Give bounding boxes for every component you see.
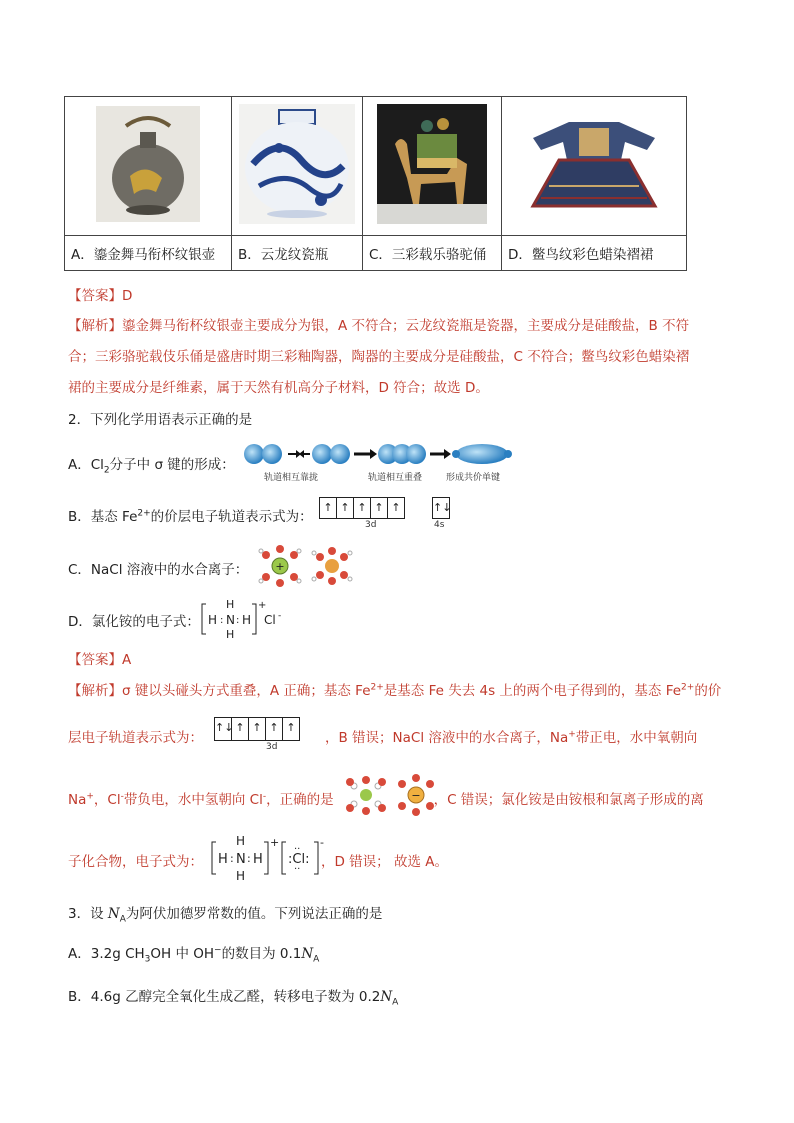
q2-option-a-suffix: 分子中 σ 键的形成： [109,457,235,473]
q1-analysis-text-1: 鎏金舞马衔杯纹银壶主要成分为银，A 不符合；云龙纹瓷瓶是瓷器，主要成分是硅酸盐，B 不符 [122,318,690,334]
q3-option-b-text: B．4.6g 乙醇完全氧化生成乙醛，转移电子数为 0.2 [68,989,381,1005]
q2-answer [68,648,131,668]
orbital-3d-label: 3d [365,520,377,530]
orbital-4s-label: 4s [434,520,445,530]
q3-option-b-na: N [380,989,393,1005]
q1-analysis-line-2: 合；三彩骆驼载伎乐俑是盛唐时期三彩釉陶器，陶器的主要成分是硅酸盐，C 不符合；鳖鸟纹彩色蜡染褶 [68,349,690,365]
svg-text::: : [247,852,251,865]
q3-option-a-na: N [301,946,314,962]
ammonium-chloride-wrong-formula [200,596,290,640]
caption-a: A．鎏金舞马衔杯纹银壶 [65,236,232,271]
q2-option-d: D．氯化铵的电子式： [68,614,200,630]
svg-text:H: H [236,834,246,848]
q2-option-b [68,505,313,525]
svg-text::: : [236,615,240,626]
q2-a3c: 带负电，水中氢朝向 Cl [123,792,263,808]
q3-option-b [68,985,398,1008]
q2-analysis-line-2 [68,726,697,746]
svg-text:H: H [226,598,235,611]
q1-analysis-line-3: 裙的主要成分是纤维素，属于天然有机高分子材料，D 符合；故选 D。 [68,380,489,396]
svg-text:−: − [411,789,421,802]
q2-a2-sup: + [568,729,576,740]
q3-option-a-sub: 3 [144,954,151,965]
q2-option-a-prefix: A．Cl [68,457,104,473]
q2-option-a [68,453,235,476]
svg-text:-: - [320,836,324,849]
q3-stem-prefix: 3．设 [68,906,108,922]
q1-analysis-tag: 【解析】 [68,318,122,334]
q2-a4: 子化合物，电子式为： [68,854,203,870]
q2-a3-sup3: - [262,791,267,802]
q1-analysis-line-1 [68,314,689,334]
camel-figurine-image [377,104,487,224]
image-cell-batik-skirt [502,97,687,236]
q1-answer-tag: 【答案】 [68,288,122,304]
q2-a1-sup2: 2+ [681,682,695,693]
caption-d: D．鳖鸟纹彩色蜡染褶裙 [502,236,687,271]
q3-option-a-mid: OH 中 OH [150,946,215,962]
sigma-label-2: 轨道相互重叠 [368,473,423,483]
ammonium-chloride-correct-formula [210,832,330,882]
q2-option-b-prefix: B．基态 Fe [68,509,138,525]
svg-text:H: H [242,613,252,627]
q2-a1b: 是基态 Fe 失去 4s 上的两个电子得到的，基态 Fe [383,683,682,699]
q3-stem-rest: 为阿伏加德罗常数的值。下列说法正确的是 [125,906,383,922]
q2-option-b-sup: 2+ [137,508,151,519]
svg-text:H: H [253,852,263,867]
svg-text:N: N [236,852,246,867]
image-cell-silver-pot [65,97,232,236]
q2-a3-sup2: - [120,791,124,802]
svg-text:H: H [208,613,218,627]
svg-text::Cl:: :Cl: [288,852,310,867]
q2-stem: 2．下列化学用语表示正确的是 [68,412,253,428]
orbital-3d-box-analysis: ↑↓ ↑ ↑ ↑ ↑ [214,717,300,741]
svg-text:H: H [236,869,246,882]
q2-a3d: ，正确的是 [266,792,334,808]
svg-text::: : [220,615,224,626]
q3-option-a [68,942,319,965]
svg-text:H: H [226,628,235,640]
q2-a2c: 带正电，水中氧朝向 [575,730,698,746]
svg-text:N: N [226,613,235,627]
sigma-label-1: 轨道相互靠拢 [264,473,319,483]
svg-text:+: + [275,560,285,573]
batik-skirt-image [529,116,659,212]
svg-text:H: H [218,852,228,867]
q3-option-a-rest: 的数目为 0.1 [221,946,302,962]
orbital-3d-box-b: ↑ ↑ ↑ ↑ ↑ [319,497,405,519]
q2-a1: σ 键以头碰头方式重叠，A 正确；基态 Fe [122,683,371,699]
hydrated-ion-diagram-c [258,545,358,587]
q2-a3-sup: + [86,791,94,802]
image-cell-porcelain-vase [232,97,363,236]
q2-analysis-tag: 【解析】 [68,683,122,699]
q2-answer-value: A [122,652,132,668]
q2-a2: 层电子轨道表示式为： [68,730,203,746]
orbital-4s-box-b: ↑↓ [432,497,450,519]
q2-option-b-suffix: 的价层电子轨道表示式为： [150,509,313,525]
svg-text:··: ·· [294,844,301,855]
image-cell-camel-figurine [363,97,502,236]
q2-a3b: ，Cl [93,792,121,808]
q2-a3: Na [68,792,87,808]
q2-a4b: ，D 错误； 故选 A。 [321,854,449,870]
silver-pot-image [96,106,200,222]
porcelain-vase-image [239,104,355,224]
q3-option-b-na-sub: A [392,997,399,1008]
q2-a3e: ，C 错误；氯化铵是由铵根和氯离子形成的离 [433,792,704,808]
q2-option-a-sub: 2 [103,465,110,476]
q1-answer-value: D [122,288,133,304]
analysis-3d-label: 3d [266,742,278,752]
artifact-table [64,96,687,271]
q2-answer-tag: 【答案】 [68,652,122,668]
svg-text:+: + [270,836,280,849]
svg-text::: : [230,852,234,865]
q1-answer [68,284,132,304]
q3-option-a-prefix: A．3.2g CH [68,946,145,962]
q2-a1-sup1: 2+ [370,682,384,693]
caption-b: B．云龙纹瓷瓶 [232,236,363,271]
svg-text:Cl: Cl [264,613,276,627]
q2-a1c: 的价 [694,683,722,699]
q2-a2b: ，B 错误；NaCl 溶液中的水合离子，Na [325,730,569,746]
q3-stem-na: N [107,906,120,922]
svg-text:+: + [258,600,267,611]
q3-option-a-sup: − [214,945,222,956]
svg-text:-: - [278,611,282,621]
q2-analysis-line-1 [68,679,721,699]
svg-text:··: ·· [294,864,301,875]
hydrated-ion-diagram-correct [344,774,440,816]
q3-stem-a-sub: A [119,914,126,925]
q2-option-c: C．NaCl 溶液中的水合离子： [68,562,249,578]
q3-stem [68,902,382,925]
q3-option-a-na-sub: A [313,954,320,965]
sigma-label-3: 形成共价单键 [446,473,501,483]
caption-c: C．三彩载乐骆驼俑 [363,236,502,271]
